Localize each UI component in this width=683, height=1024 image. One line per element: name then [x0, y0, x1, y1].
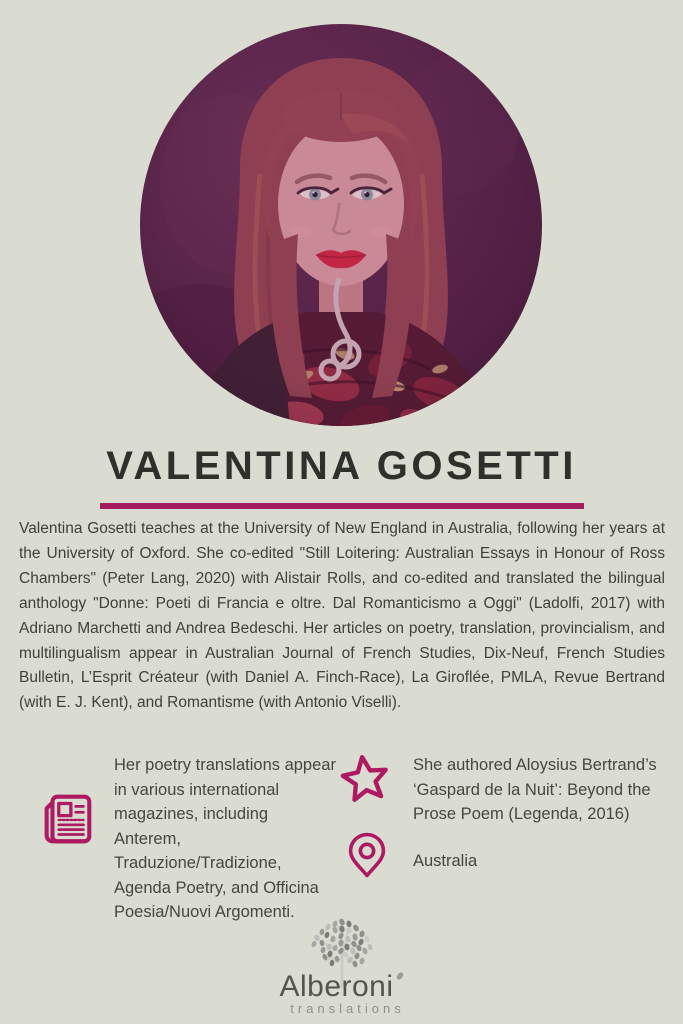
profile-photo: [140, 24, 542, 426]
location-pin-icon: [342, 826, 392, 886]
portrait-illustration: [140, 24, 542, 426]
bio-paragraph: Valentina Gosetti teaches at the University of New England in Australia, following her years at the University of Oxford. She co-edited "Still Loitering: Australian Essays in Honour of Ross Chambers" (Peter Lang, 2020) with Alistair Rolls, and co-edited and translated the bilingual anthology "Donne: Poeti di Francia e oltre. Dal Romanticismo a Oggi" (Ladolfi, 2017) with Adriano Marchetti and Andrea Bedeschi. Her articles on poetry, translation, provincialism, and multilingualism appear in Australian Journal of French Studies, Dix-Neuf, French Studies Bulletin, L’Esprit Créateur (with Daniel A. Finch-Race), La Giroflée, PMLA, Revue Bertrand (with E. J. Kent), and Romantisme (with Antonio Viselli).: [19, 520, 665, 712]
location-fact-text: Australia: [413, 852, 478, 870]
book-fact-text: She authored Aloysius Bertrand’s ‘Gaspard de la Nuit’: Beyond the Prose Poem (Legenda, 2016): [413, 756, 657, 823]
logo-name: Alberoni: [279, 970, 394, 1003]
brand-logo: [0, 916, 683, 1016]
leaf-icon: [395, 970, 405, 982]
logo-tagline: translations: [290, 1001, 405, 1016]
magazines-fact-text: Her poetry translations appear in various international magazines, including Anterem, Traduzione/Tradizione, Agenda Poetry, and Officina Poesia/Nuovi Argomenti.: [114, 756, 336, 921]
star-icon: [337, 750, 393, 806]
title-divider: [100, 503, 584, 509]
newspaper-icon: [36, 788, 98, 850]
logo-wordmark: [0, 972, 683, 1002]
profile-name-heading: VALENTINA GOSETTI: [106, 444, 577, 488]
